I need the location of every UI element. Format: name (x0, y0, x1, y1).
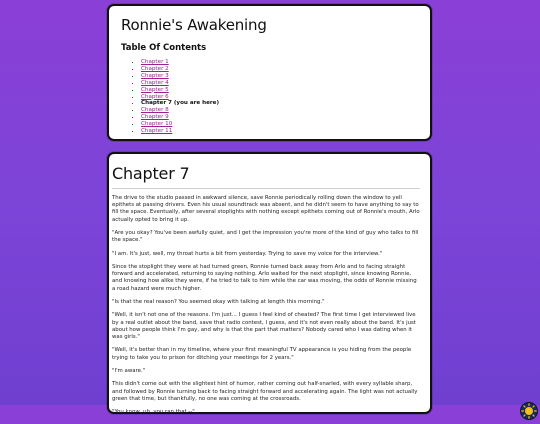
toc-link-chapter-5[interactable]: Chapter 5 (141, 86, 169, 93)
toc-current-chapter: Chapter 7 (you are here) (141, 100, 220, 107)
toc-link-chapter-6[interactable]: Chapter 6 (141, 93, 169, 100)
chapter-paragraph: "You know, uh, you ran that --" (112, 409, 195, 416)
chapter-paragraph: "Well, it isn't not one of the reasons. I'm just... I guess I feel kind of cheated? The first time I get interviewed live by a real outlet about the band, save that radio contest, I guess, and it's not even really about the band. It's just about how people think I'm gay, and why is that the part that matters? Nobody cared who I was dating when it was girls." (112, 312, 416, 340)
chapter-paragraph: "I'm aware." (112, 367, 146, 374)
toc-item (141, 73, 420, 80)
toc-link-chapter-11[interactable]: Chapter 11 (141, 128, 173, 135)
toc-item (141, 121, 420, 128)
toc-link-chapter-9[interactable]: Chapter 9 (141, 114, 169, 121)
chapter-card (107, 152, 432, 414)
toc-list (121, 59, 420, 135)
toc-item (141, 66, 420, 73)
toc-link-chapter-1[interactable]: Chapter 1 (141, 59, 169, 65)
sun-moon-theme-toggle-icon[interactable] (520, 402, 538, 420)
toc-item (141, 107, 420, 114)
toc-item (141, 80, 420, 87)
chapter-body (112, 195, 420, 416)
toc-item (141, 100, 420, 107)
story-title: Ronnie's Awakening (121, 16, 267, 34)
toc-item (141, 59, 420, 66)
chapter-title: Chapter 7 (112, 164, 420, 189)
chapter-paragraph: "Is that the real reason? You seemed okay with talking at length this morning." (112, 298, 325, 305)
chapter-paragraph: Since the stoplight they were at had turned green, Ronnie turned back away from Arlo and to facing straight forward and accelerated, returning to saying nothing. Arlo waited for the next stoplight, since knowing Ronnie, and knowing how alike they were, if he tried to talk to him while the car was moving, the odds of Ronnie missing a road hazard were much higher. (112, 263, 417, 292)
toc-heading: Table Of Contents (121, 43, 207, 53)
sun-icon (520, 402, 538, 420)
chapter-paragraph: The drive to the studio passed in awkward silence, save Ronnie periodically rolling down the window to yell epithets at passing drivers. Even his usual soundtrack was absent, and he didn't seem to have anything to say to fill the space. Eventually, after several stoplights with nothing except epithets coming out of Ronnie's mouth, Arlo actually opted to bring it up. (112, 195, 420, 223)
chapter-paragraph: "I am. It's just, well, my throat hurts a bit from yesterday. Trying to save my voice for the interview." (112, 250, 383, 257)
toc-link-chapter-2[interactable]: Chapter 2 (141, 65, 169, 72)
toc-item (141, 128, 420, 135)
toc-link-chapter-3[interactable]: Chapter 3 (141, 72, 169, 79)
toc-item (141, 114, 420, 121)
toc-link-chapter-4[interactable]: Chapter 4 (141, 79, 169, 86)
toc-link-chapter-8[interactable]: Chapter 8 (141, 107, 169, 114)
toc-link-chapter-10[interactable]: Chapter 10 (141, 121, 173, 128)
chapter-paragraph: "Well, it's better than in my timeline, where your first meaningful TV appearance is you hiding from the people trying to take you to prison for ditching your meetings for 2 years." (112, 347, 412, 361)
table-of-contents-card (107, 4, 432, 141)
toc-item (141, 94, 420, 101)
chapter-paragraph: "Are you okay? You've been awfully quiet, and I get the impression you're more of the kind of guy who talks to fill the space." (112, 230, 419, 244)
chapter-paragraph: This didn't come out with the slightest hint of humor, rather coming out half-snarled, with every syllable sharp, and followed by Ronnie turning back to facing straight forward and accelerating again. The light was not actually green that time, but thankfully, no one was coming at the crossroads. (112, 381, 418, 402)
toc-item (141, 87, 420, 94)
